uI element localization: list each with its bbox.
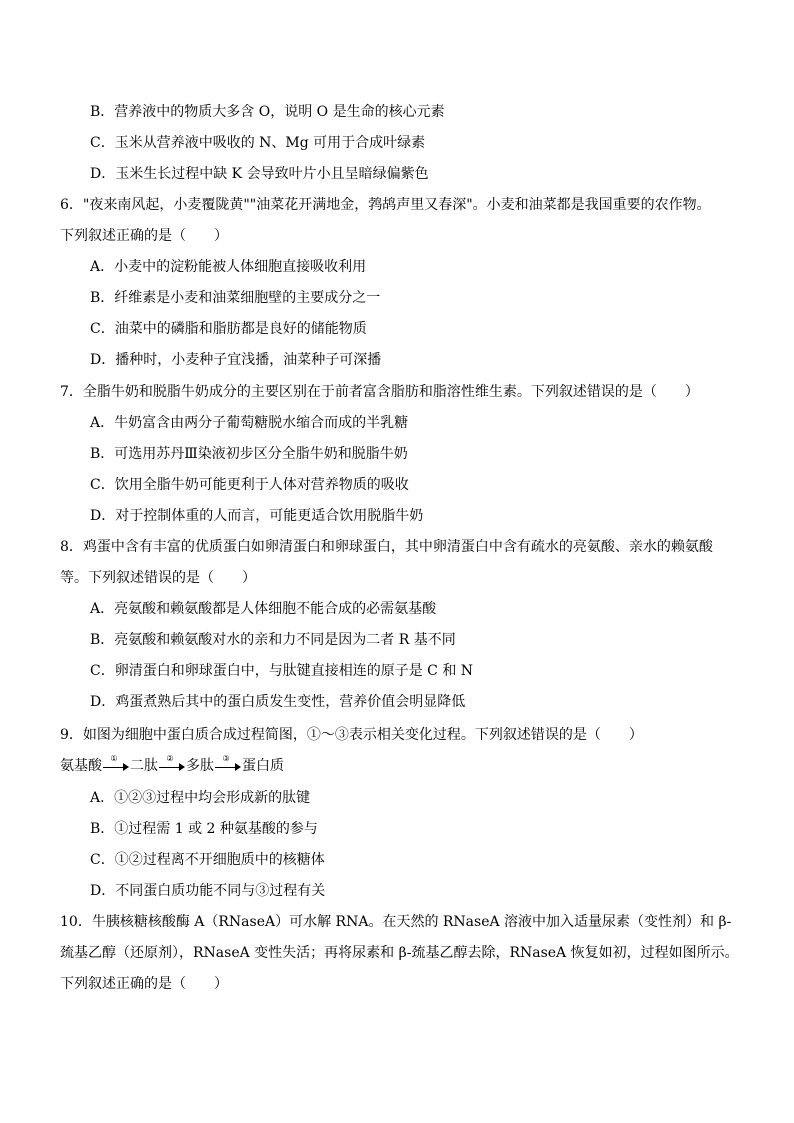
scheme-polypeptide: 多肽	[186, 758, 214, 774]
q9-stem-line1: 9．如图为细胞中蛋白质合成过程简图，①～③表示相关变化过程。下列叙述错误的是（ ）	[60, 727, 643, 743]
q9-option-a: A．①②③过程中均会形成新的肽键	[90, 790, 311, 806]
q6-option-b: B．纤维素是小麦和油菜细胞壁的主要成分之一	[90, 290, 381, 306]
q7-option-a: A．牛奶富含由两分子葡萄糖脱水缩合而成的半乳糖	[90, 415, 409, 431]
scheme-amino-acid: 氨基酸	[60, 758, 102, 774]
q8-stem-line2: 等。下列叙述错误的是（ ）	[60, 570, 256, 586]
q6-option-c: C．油菜中的磷脂和脂肪都是良好的储能物质	[90, 321, 367, 337]
q8-option-d: D．鸡蛋煮熟后其中的蛋白质发生变性，营养价值会明显降低	[90, 694, 466, 710]
q8-option-b: B．亮氨酸和赖氨酸对水的亲和力不同是因为二者 R 基不同	[90, 632, 456, 648]
q10-stem-line1: 10．牛胰核糖核酸酶 A（RNaseA）可水解 RNA。在天然的 RNaseA 溶液中加入适量尿素（变性剂）和 β-	[60, 914, 732, 930]
q8-stem-line1: 8．鸡蛋中含有丰富的优质蛋白如卵清蛋白和卵球蛋白，其中卵清蛋白中含有疏水的亮氨酸、亲水的赖氨酸	[60, 539, 713, 555]
q7-option-c: C．饮用全脂牛奶可能更利于人体对营养物质的吸收	[90, 477, 409, 493]
q7-stem-line1: 7．全脂牛奶和脱脂牛奶成分的主要区别在于前者富含脂肪和脂溶性维生素。下列叙述错误的是（ ）	[60, 384, 699, 400]
q5-option-c: C．玉米从营养液中吸收的 N、Mg 可用于合成叶绿素	[90, 135, 426, 151]
q5-option-b: B．营养液中的物质大多含 O，说明 O 是生命的核心元素	[90, 104, 445, 120]
scheme-step-2-label: ②	[166, 754, 174, 763]
q6-stem-line2: 下列叙述正确的是（ ）	[60, 228, 228, 244]
q7-option-d: D．对于控制体重的人而言，可能更适合饮用脱脂牛奶	[90, 508, 424, 524]
q6-stem-line1: 6．"夜来南风起，小麦覆陇黄""油菜花开满地金，鹁鸪声里又春深"。小麦和油菜都是我国重要的农作物。	[60, 197, 711, 213]
q9-option-c: C．①②过程离不开细胞质中的核糖体	[90, 852, 325, 868]
scheme-protein: 蛋白质	[242, 758, 284, 774]
q9-option-b: B．①过程需 1 或 2 种氨基酸的参与	[90, 821, 318, 837]
q9-option-d: D．不同蛋白质功能不同与③过程有关	[90, 883, 326, 899]
scheme-step-3-label: ③	[222, 754, 230, 763]
scheme-arrow-1	[103, 756, 129, 776]
scheme-step-1-label: ①	[110, 754, 118, 763]
q7-option-b: B．可选用苏丹Ⅲ染液初步区分全脂牛奶和脱脂牛奶	[90, 446, 408, 462]
q9-synthesis-scheme	[60, 756, 284, 776]
scheme-arrow-2	[159, 756, 185, 776]
q8-option-a: A．亮氨酸和赖氨酸都是人体细胞不能合成的必需氨基酸	[90, 601, 437, 617]
q5-option-d: D．玉米生长过程中缺 K 会导致叶片小且呈暗绿偏紫色	[90, 166, 429, 182]
q6-option-a: A．小麦中的淀粉能被人体细胞直接吸收利用	[90, 259, 367, 275]
q10-stem-line2: 巯基乙醇（还原剂），RNaseA 变性失活；再将尿素和 β-巯基乙醇去除，RNaseA 恢复如初，过程如图所示。	[60, 945, 739, 961]
scheme-dipeptide: 二肽	[130, 758, 158, 774]
q8-option-c: C．卵清蛋白和卵球蛋白中，与肽键直接相连的原子是 C 和 N	[90, 663, 474, 679]
scheme-arrow-3	[215, 756, 241, 776]
q10-stem-line3: 下列叙述正确的是（ ）	[60, 976, 228, 992]
q6-option-d: D．播种时，小麦种子宜浅播，油菜种子可深播	[90, 352, 382, 368]
